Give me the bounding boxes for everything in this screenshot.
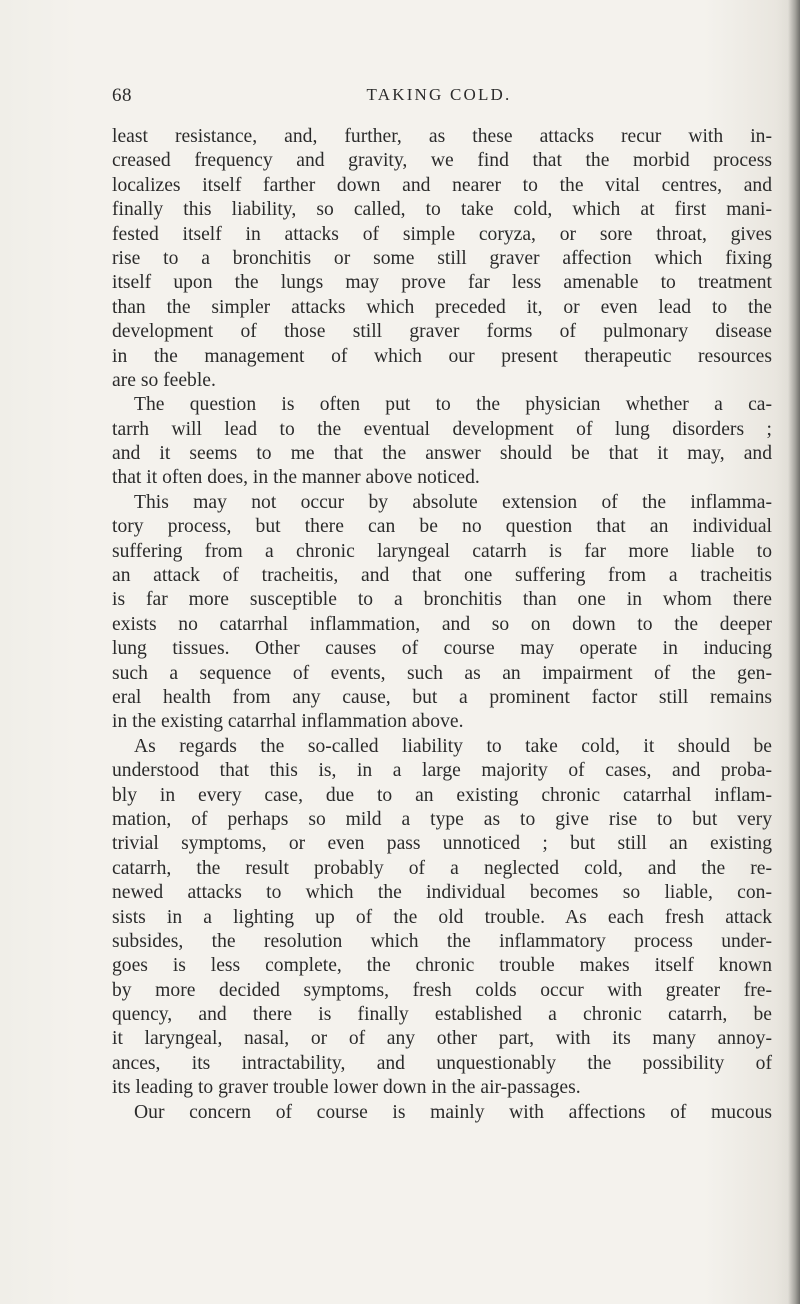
text-line: quency, and there is finally established a chronic catarrh, be xyxy=(112,1004,772,1026)
text-line: bly in every case, due to an existing chronic catarrhal inflam- xyxy=(112,784,772,806)
text-line: The question is often put to the physician whether a ca- xyxy=(134,394,772,416)
page-edge-shadow xyxy=(788,0,800,1304)
text-line: ances, its intractability, and unquestionably the possibility of xyxy=(112,1052,772,1074)
text-line: in the management of which our present therapeutic resources xyxy=(112,345,772,367)
text-line: such a sequence of events, such as an impairment of the gen- xyxy=(112,662,772,684)
text-line: suffering from a chronic laryngeal catarrh is far more liable to xyxy=(112,540,772,562)
text-line: itself upon the lungs may prove far less amenable to treatment xyxy=(112,272,772,294)
text-line: and it seems to me that the answer should be that it may, and xyxy=(112,443,772,465)
text-line: tory process, but there can be no question that an individual xyxy=(112,516,772,538)
text-line: finally this liability, so called, to take cold, which at first mani- xyxy=(112,199,772,221)
text-line: its leading to graver trouble lower down in the air-passages. xyxy=(112,1077,581,1099)
text-line: As regards the so-called liability to take cold, it should be xyxy=(134,735,772,757)
text-line: sists in a lighting up of the old trouble. As each fresh attack xyxy=(112,906,772,928)
text-line: rise to a bronchitis or some still graver affection which fixing xyxy=(112,247,772,269)
text-line: development of those still graver forms of pulmonary disease xyxy=(112,321,772,343)
text-line: exists no catarrhal inflammation, and so on down to the deeper xyxy=(112,613,772,635)
running-header xyxy=(112,85,766,109)
text-line: localizes itself farther down and nearer to the vital centres, and xyxy=(112,174,772,196)
text-line: goes is less complete, the chronic trouble makes itself known xyxy=(112,955,772,977)
text-line: least resistance, and, further, as these attacks recur with in- xyxy=(112,126,772,147)
text-line: than the simpler attacks which preceded it, or even lead to the xyxy=(112,296,772,318)
text-line: catarrh, the result probably of a neglected cold, and the re- xyxy=(112,857,772,879)
text-line: This may not occur by absolute extension of the inflamma- xyxy=(134,491,772,513)
text-line: tarrh will lead to the eventual development of lung disorders ; xyxy=(112,418,772,440)
text-line: eral health from any cause, but a prominent factor still remains xyxy=(112,686,772,708)
text-line: fested itself in attacks of simple coryza, or sore throat, gives xyxy=(112,223,772,245)
text-line: is far more susceptible to a bronchitis than one in whom there xyxy=(112,589,772,611)
text-line: an attack of tracheitis, and that one suffering from a tracheitis xyxy=(112,565,772,587)
running-title: TAKING COLD. xyxy=(366,85,512,104)
text-line: newed attacks to which the individual becomes so liable, con- xyxy=(112,882,772,904)
text-line: Our concern of course is mainly with affections of mucous xyxy=(134,1101,772,1123)
body-text xyxy=(112,125,772,1125)
text-line: in the existing catarrhal inflammation above. xyxy=(112,711,464,733)
text-line: subsides, the resolution which the inflammatory process under- xyxy=(112,930,772,952)
text-line: understood that this is, in a large majority of cases, and proba- xyxy=(112,760,772,782)
text-line: that it often does, in the manner above noticed. xyxy=(112,467,480,489)
text-line: are so feeble. xyxy=(112,369,216,391)
text-line: creased frequency and gravity, we find that the morbid process xyxy=(112,150,772,172)
text-line: trivial symptoms, or even pass unnoticed ; but still an existing xyxy=(112,833,772,855)
text-line: lung tissues. Other causes of course may operate in inducing xyxy=(112,638,772,660)
text-line: mation, of perhaps so mild a type as to give rise to but very xyxy=(112,808,772,830)
text-line: by more decided symptoms, fresh colds occur with greater fre- xyxy=(112,979,772,1001)
text-line: it laryngeal, nasal, or of any other part, with its many annoy- xyxy=(112,1028,772,1050)
page-number: 68 xyxy=(112,85,132,106)
